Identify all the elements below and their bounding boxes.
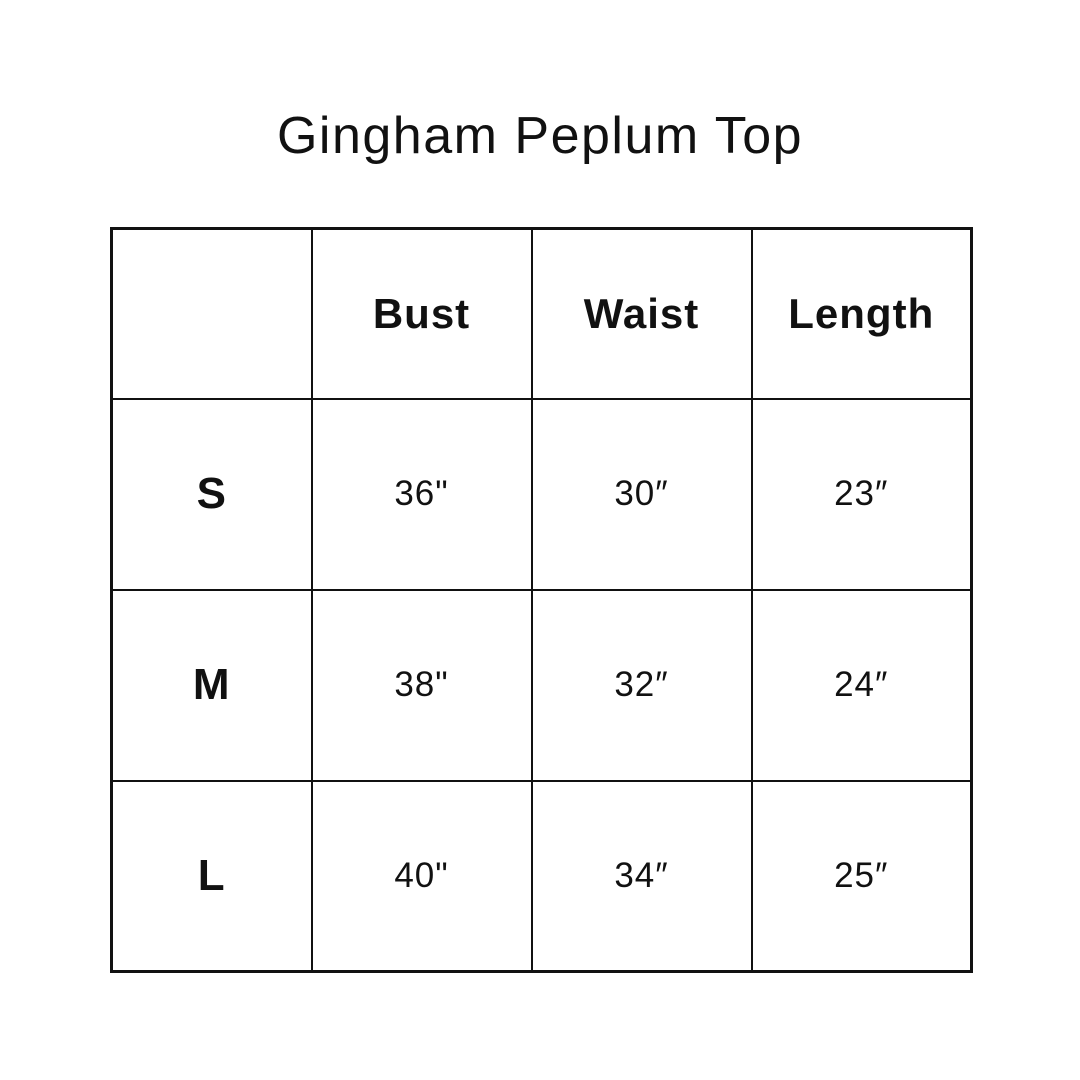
table-row-m xyxy=(112,590,972,781)
cell-m-waist: 32″ xyxy=(532,590,752,781)
cell-l-length: 25″ xyxy=(752,781,972,972)
row-label-s: S xyxy=(112,399,312,590)
cell-l-bust: 40" xyxy=(312,781,532,972)
cell-l-waist: 34″ xyxy=(532,781,752,972)
cell-s-length: 23″ xyxy=(752,399,972,590)
table-row-l xyxy=(112,781,972,972)
row-label-l: L xyxy=(112,781,312,972)
size-chart-table xyxy=(110,227,973,973)
cell-s-bust: 36" xyxy=(312,399,532,590)
cell-s-waist: 30″ xyxy=(532,399,752,590)
table-row-s xyxy=(112,399,972,590)
header-cell-bust: Bust xyxy=(312,229,532,399)
row-label-m: M xyxy=(112,590,312,781)
cell-m-bust: 38" xyxy=(312,590,532,781)
header-row xyxy=(112,229,972,399)
header-cell-waist: Waist xyxy=(532,229,752,399)
header-cell-length: Length xyxy=(752,229,972,399)
header-cell-empty xyxy=(112,229,312,399)
cell-m-length: 24″ xyxy=(752,590,972,781)
page-title: Gingham Peplum Top xyxy=(276,107,804,165)
